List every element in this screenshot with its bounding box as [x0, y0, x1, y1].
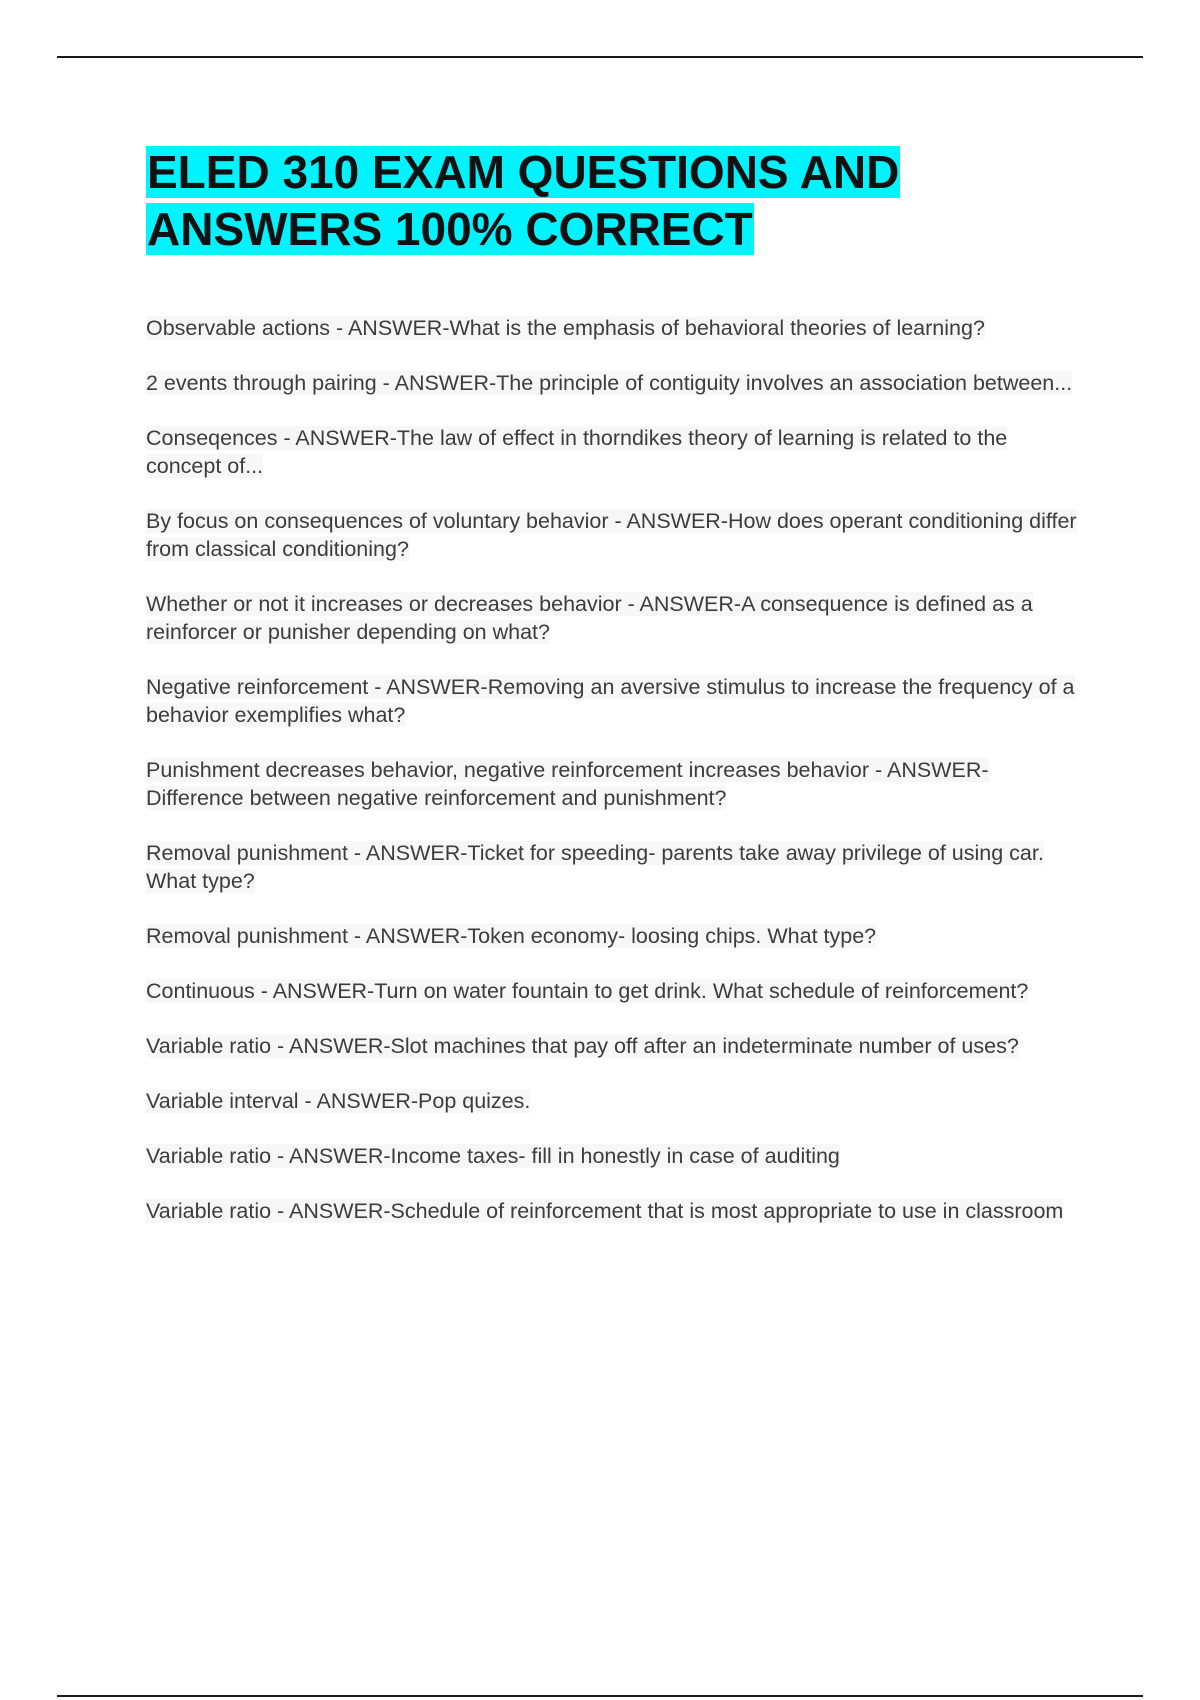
top-rule — [57, 56, 1143, 58]
qa-text: Conseqences - ANSWER-The law of effect in thorndikes theory of learning is related to the concept of... — [146, 426, 1008, 478]
qa-text: Removal punishment - ANSWER-Ticket for speeding- parents take away privilege of using car. What type? — [146, 841, 1044, 893]
qa-item — [146, 314, 1086, 342]
title-line-2: ANSWERS 100% CORRECT — [147, 203, 753, 255]
qa-text: Negative reinforcement - ANSWER-Removing an aversive stimulus to increase the frequency of a behavior exemplifies what? — [146, 675, 1075, 727]
document-title — [146, 144, 1086, 258]
qa-text: Variable ratio - ANSWER-Schedule of reinforcement that is most appropriate to use in classroom — [146, 1199, 1064, 1223]
qa-text: Removal punishment - ANSWER-Token economy- loosing chips. What type? — [146, 924, 877, 948]
qa-text: Punishment decreases behavior, negative reinforcement increases behavior - ANSWER-Difference between negative reinforcement and punishment? — [146, 758, 989, 810]
qa-text: Observable actions - ANSWER-What is the emphasis of behavioral theories of learning? — [146, 316, 985, 340]
qa-text: Variable interval - ANSWER-Pop quizes. — [146, 1089, 531, 1113]
qa-text: By focus on consequences of voluntary behavior - ANSWER-How does operant conditioning differ from classical conditioning? — [146, 509, 1077, 561]
qa-item — [146, 1087, 1086, 1115]
qa-item — [146, 977, 1086, 1005]
bottom-rule — [57, 1695, 1143, 1697]
qa-item — [146, 839, 1086, 895]
qa-item — [146, 1142, 1086, 1170]
qa-text: Continuous - ANSWER-Turn on water fountain to get drink. What schedule of reinforcement? — [146, 979, 1029, 1003]
qa-item — [146, 1197, 1086, 1225]
qa-text: 2 events through pairing - ANSWER-The principle of contiguity involves an association between... — [146, 371, 1073, 395]
title-line-1: ELED 310 EXAM QUESTIONS AND — [147, 146, 900, 198]
qa-text: Variable ratio - ANSWER-Income taxes- fill in honestly in case of auditing — [146, 1144, 840, 1168]
qa-item — [146, 507, 1086, 563]
qa-item — [146, 424, 1086, 480]
qa-item — [146, 369, 1086, 397]
qa-item — [146, 1032, 1086, 1060]
qa-text: Variable ratio - ANSWER-Slot machines that pay off after an indeterminate number of uses? — [146, 1034, 1019, 1058]
document-body — [146, 144, 1086, 1252]
qa-item — [146, 756, 1086, 812]
qa-text: Whether or not it increases or decreases behavior - ANSWER-A consequence is defined as a reinforcer or punisher depending on what? — [146, 592, 1033, 644]
qa-list — [146, 314, 1086, 1225]
qa-item — [146, 922, 1086, 950]
qa-item — [146, 590, 1086, 646]
qa-item — [146, 673, 1086, 729]
